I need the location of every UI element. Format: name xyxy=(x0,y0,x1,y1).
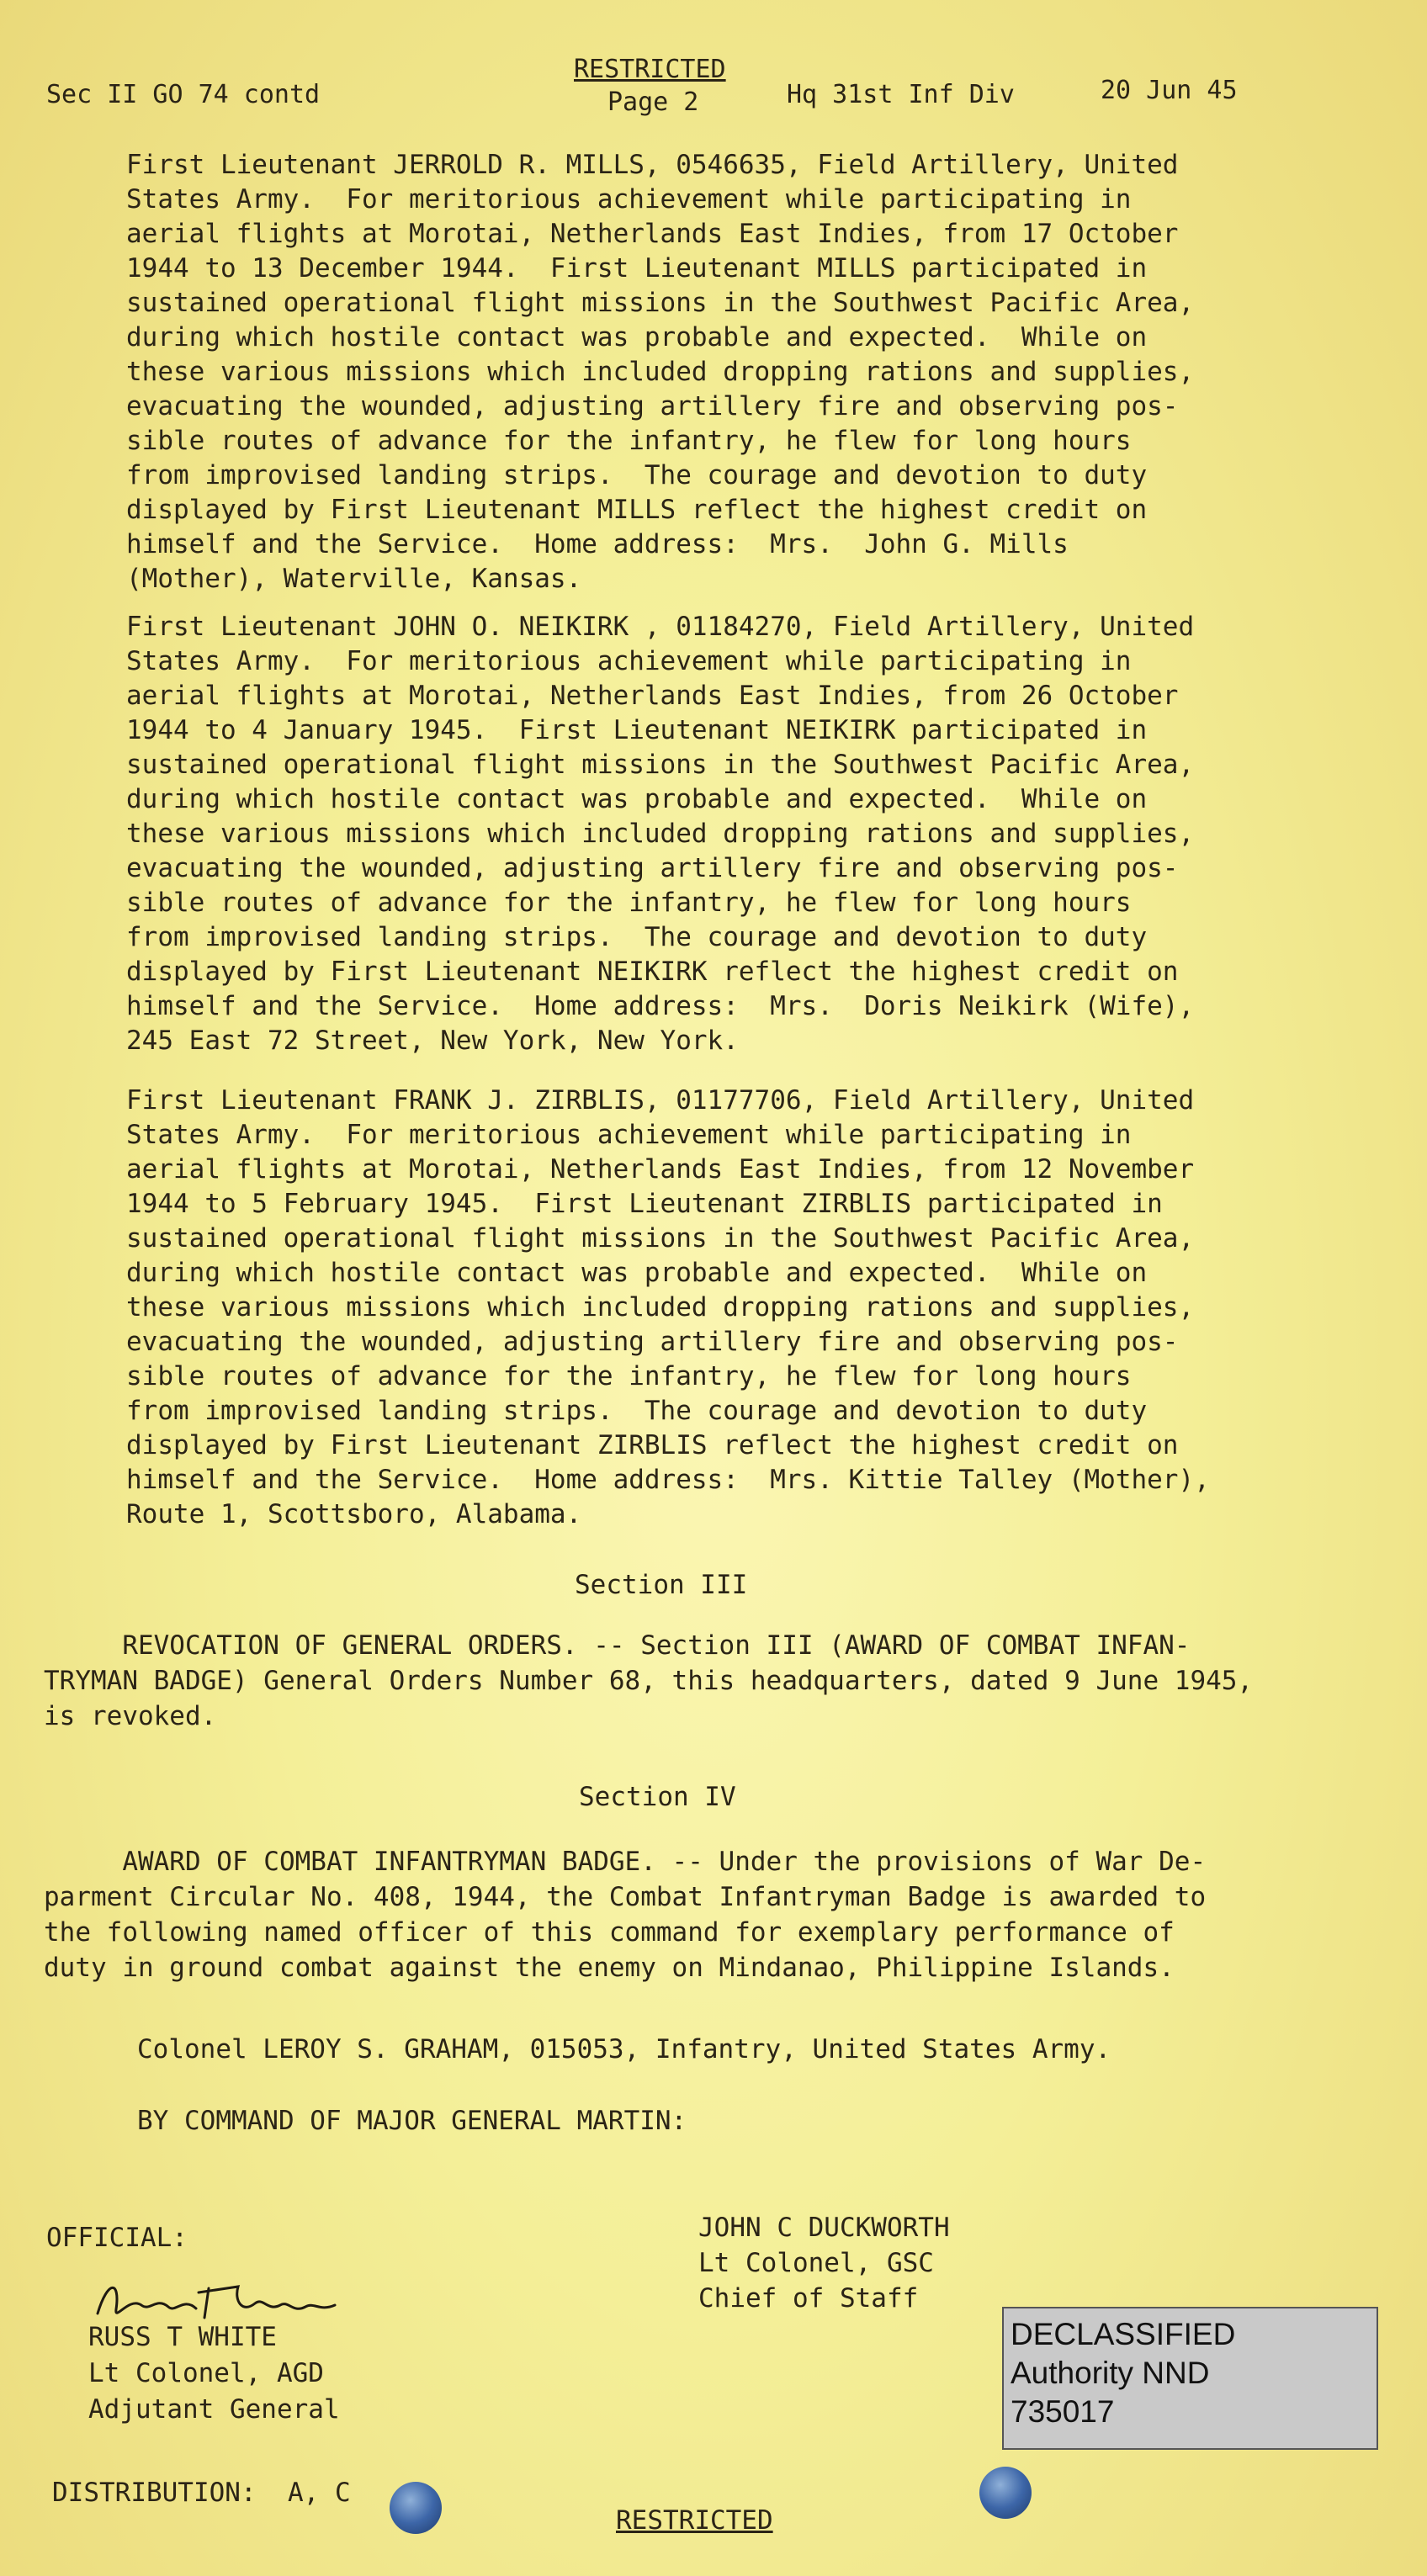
paragraph-line: AWARD OF COMBAT INFANTRYMAN BADGE. -- Under the provisions of War De- xyxy=(44,1847,1207,1877)
paragraph-line: sible routes of advance for the infantry, he flew for long hours xyxy=(126,1361,1132,1391)
citation-paragraph-neikirk xyxy=(126,610,1313,1058)
paragraph-line: during which hostile contact was probable and expected. While on xyxy=(126,784,1148,814)
paragraph-line: evacuating the wounded, adjusting artillery fire and observing pos- xyxy=(126,1327,1179,1357)
paragraph-line: 245 East 72 Street, New York, New York. xyxy=(126,1026,739,1056)
punch-hole-left xyxy=(390,2482,442,2534)
paragraph-line: Route 1, Scottsboro, Alabama. xyxy=(126,1499,582,1529)
paragraph-line: States Army. For meritorious achievement while participating in xyxy=(126,1120,1132,1150)
paragraph-line: First Lieutenant FRANK J. ZIRBLIS, 01177706, Field Artillery, United xyxy=(126,1085,1195,1116)
paragraph-line: parment Circular No. 408, 1944, the Combat Infantryman Badge is awarded to xyxy=(44,1882,1207,1912)
paragraph-line: during which hostile contact was probable and expected. While on xyxy=(126,322,1148,352)
paragraph-line: 1944 to 5 February 1945. First Lieutenant ZIRBLIS participated in xyxy=(126,1189,1163,1219)
paragraph-line: himself and the Service. Home address: Mrs. Doris Neikirk (Wife), xyxy=(126,991,1195,1021)
paragraph-line: First Lieutenant JERROLD R. MILLS, 0546635, Field Artillery, United xyxy=(126,150,1179,180)
header-page-number: Page 2 xyxy=(607,87,699,117)
paragraph-line: 1944 to 13 December 1944. First Lieutenant MILLS participated in xyxy=(126,253,1148,284)
paragraph-line: evacuating the wounded, adjusting artillery fire and observing pos- xyxy=(126,391,1179,421)
paragraph-line: the following named officer of this command for exemplary performance of xyxy=(44,1917,1175,1948)
paragraph-line: aerial flights at Morotai, Netherlands East Indies, from 26 October xyxy=(126,681,1179,711)
paragraph-line: sustained operational flight missions in the Southwest Pacific Area, xyxy=(126,288,1195,318)
paragraph-line: TRYMAN BADGE) General Orders Number 68, this headquarters, dated 9 June 1945, xyxy=(44,1666,1254,1696)
declassified-stamp xyxy=(1002,2307,1378,2450)
paragraph-line: these various missions which included dropping rations and supplies, xyxy=(126,357,1195,387)
chief-of-staff-rank: Lt Colonel, GSC xyxy=(698,2248,934,2278)
paragraph-line: himself and the Service. Home address: Mrs. Kittie Talley (Mother), xyxy=(126,1465,1210,1495)
citation-paragraph-zirblis xyxy=(126,1084,1313,1532)
paragraph-line: displayed by First Lieutenant NEIKIRK reflect the highest credit on xyxy=(126,957,1179,987)
badge-recipient: Colonel LEROY S. GRAHAM, 015053, Infantry, United States Army. xyxy=(137,2034,1111,2065)
footer-classification: RESTRICTED xyxy=(616,2505,773,2536)
paragraph-line: during which hostile contact was probable and expected. While on xyxy=(126,1258,1148,1288)
paragraph-line: States Army. For meritorious achievement while participating in xyxy=(126,184,1132,215)
section-4-heading: Section IV xyxy=(579,1782,736,1812)
section-4-body xyxy=(44,1844,1390,1985)
paragraph-line: from improvised landing strips. The courage and devotion to duty xyxy=(126,922,1148,952)
header-date: 20 Jun 45 xyxy=(1101,76,1238,105)
punch-hole-right xyxy=(979,2467,1032,2519)
paragraph-line: evacuating the wounded, adjusting artillery fire and observing pos- xyxy=(126,853,1179,883)
chief-of-staff-title: Chief of Staff xyxy=(698,2283,919,2314)
paragraph-line: sustained operational flight missions in the Southwest Pacific Area, xyxy=(126,1223,1195,1254)
paragraph-line: aerial flights at Morotai, Netherlands East Indies, from 12 November xyxy=(126,1154,1195,1185)
paragraph-line: sible routes of advance for the infantry, he flew for long hours xyxy=(126,426,1132,456)
header-classification: RESTRICTED xyxy=(574,55,726,84)
command-line: BY COMMAND OF MAJOR GENERAL MARTIN: xyxy=(137,2106,687,2136)
adjutant-rank: Lt Colonel, AGD xyxy=(88,2358,324,2388)
paragraph-line: First Lieutenant JOHN O. NEIKIRK , 01184270, Field Artillery, United xyxy=(126,612,1195,642)
header-reference: Sec II GO 74 contd xyxy=(46,80,321,109)
paragraph-line: himself and the Service. Home address: Mrs. John G. Mills xyxy=(126,529,1069,559)
paragraph-line: from improvised landing strips. The courage and devotion to duty xyxy=(126,460,1148,490)
section-3-heading: Section III xyxy=(575,1570,748,1600)
citation-paragraph-mills xyxy=(126,148,1313,596)
stamp-line: Authority NND xyxy=(1011,2356,1210,2390)
paragraph-line: sustained operational flight missions in the Southwest Pacific Area, xyxy=(126,750,1195,780)
paragraph-line: (Mother), Waterville, Kansas. xyxy=(126,564,582,594)
paragraph-line: REVOCATION OF GENERAL ORDERS. -- Section III (AWARD OF COMBAT INFAN- xyxy=(44,1630,1191,1661)
paragraph-line: States Army. For meritorious achievement while participating in xyxy=(126,646,1132,676)
paragraph-line: these various missions which included dropping rations and supplies, xyxy=(126,1292,1195,1322)
paragraph-line: displayed by First Lieutenant ZIRBLIS reflect the highest credit on xyxy=(126,1430,1179,1460)
stamp-line: DECLASSIFIED xyxy=(1011,2317,1236,2351)
header-unit: Hq 31st Inf Div xyxy=(787,80,1015,109)
distribution-line: DISTRIBUTION: A, C xyxy=(52,2478,351,2508)
stamp-line: 735017 xyxy=(1011,2394,1115,2429)
adjutant-name: RUSS T WHITE xyxy=(88,2322,277,2352)
paragraph-line: these various missions which included dropping rations and supplies, xyxy=(126,819,1195,849)
section-3-body xyxy=(44,1628,1390,1734)
paragraph-line: displayed by First Lieutenant MILLS reflect the highest credit on xyxy=(126,495,1148,525)
paragraph-line: 1944 to 4 January 1945. First Lieutenant NEIKIRK participated in xyxy=(126,715,1148,745)
chief-of-staff-name: JOHN C DUCKWORTH xyxy=(698,2213,950,2243)
adjutant-title: Adjutant General xyxy=(88,2394,340,2425)
paragraph-line: from improvised landing strips. The courage and devotion to duty xyxy=(126,1396,1148,1426)
official-label: OFFICIAL: xyxy=(46,2223,188,2253)
paragraph-line: sible routes of advance for the infantry, he flew for long hours xyxy=(126,888,1132,918)
paragraph-line: aerial flights at Morotai, Netherlands East Indies, from 17 October xyxy=(126,219,1179,249)
paragraph-line: is revoked. xyxy=(44,1701,217,1731)
paragraph-line: duty in ground combat against the enemy on Mindanao, Philippine Islands. xyxy=(44,1953,1175,1983)
